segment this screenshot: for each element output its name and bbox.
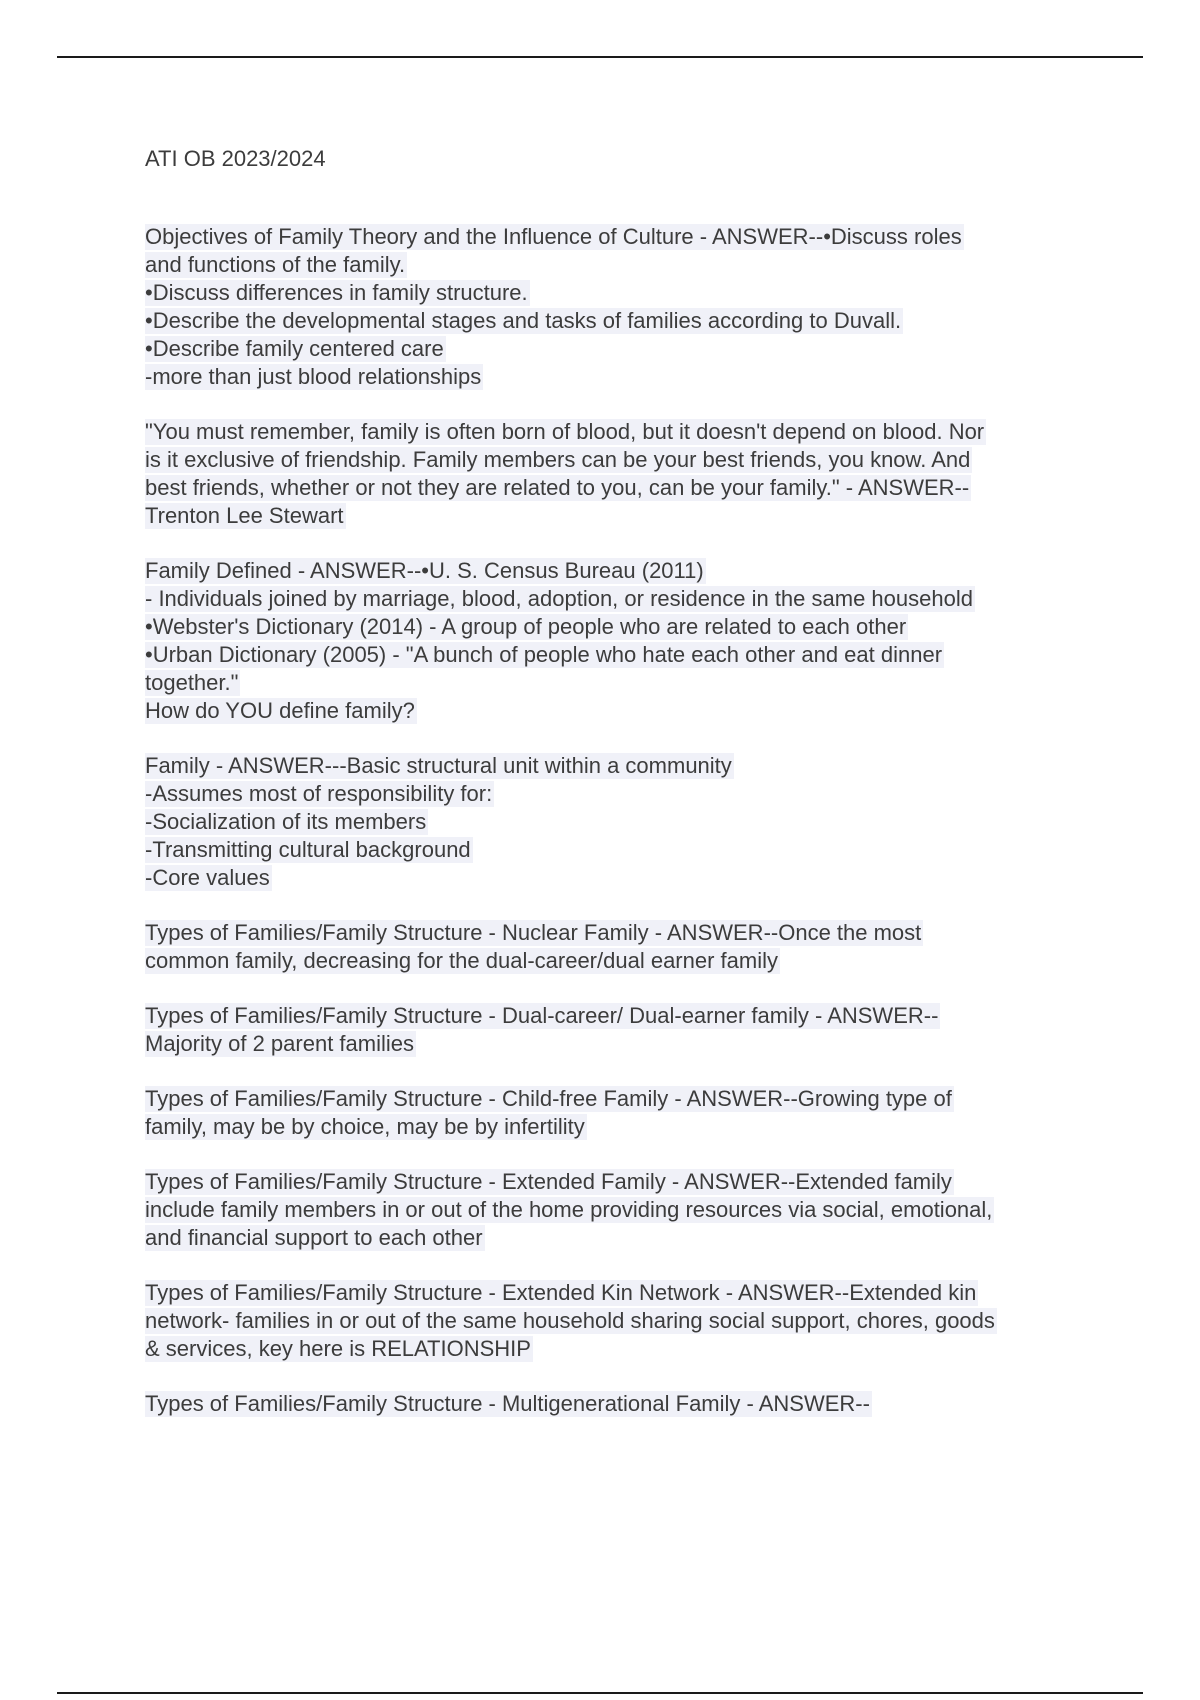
text-line [145, 947, 1085, 975]
qa-block [145, 223, 1085, 391]
line-text: Majority of 2 parent families [145, 1031, 414, 1056]
line-text: Family Defined - ANSWER--•U. S. Census Bureau (2011) [145, 558, 704, 583]
text-line [145, 1335, 1085, 1363]
header-rule [57, 56, 1143, 58]
line-text: •Describe the developmental stages and tasks of families according to Duvall. [145, 308, 902, 333]
text-line [145, 1390, 1085, 1418]
text-line [145, 1196, 1085, 1224]
line-text: Types of Families/Family Structure - Dual-career/ Dual-earner family - ANSWER-- [145, 1003, 939, 1028]
text-line [145, 418, 1085, 446]
text-line [145, 1279, 1085, 1307]
text-line [145, 1168, 1085, 1196]
qa-block [145, 919, 1085, 975]
line-text: Family - ANSWER---Basic structural unit within a community [145, 753, 732, 778]
qa-block [145, 1279, 1085, 1363]
text-line [145, 613, 1085, 641]
line-text: best friends, whether or not they are related to you, can be your family." - ANSWER-- [145, 475, 970, 500]
text-line [145, 752, 1085, 780]
text-line [145, 557, 1085, 585]
text-line [145, 279, 1085, 307]
line-text: Types of Families/Family Structure - Child-free Family - ANSWER--Growing type of [145, 1086, 952, 1111]
text-line [145, 919, 1085, 947]
line-text: Trenton Lee Stewart [145, 503, 344, 528]
line-text: -Transmitting cultural background [145, 837, 471, 862]
text-line [145, 1113, 1085, 1141]
qa-list [145, 223, 1085, 1418]
footer-rule [57, 1692, 1143, 1694]
line-text: How do YOU define family? [145, 698, 415, 723]
text-line [145, 223, 1085, 251]
text-line [145, 251, 1085, 279]
text-line [145, 363, 1085, 391]
text-line [145, 669, 1085, 697]
line-text: network- families in or out of the same household sharing social support, chores, goods [145, 1308, 995, 1333]
line-text: •Webster's Dictionary (2014) - A group of people who are related to each other [145, 614, 907, 639]
text-line [145, 780, 1085, 808]
text-line [145, 585, 1085, 613]
qa-block [145, 1168, 1085, 1252]
text-line [145, 307, 1085, 335]
line-text: Types of Families/Family Structure - Extended Kin Network - ANSWER--Extended kin [145, 1280, 977, 1305]
qa-block [145, 418, 1085, 530]
line-text: include family members in or out of the home providing resources via social, emotional, [145, 1197, 993, 1222]
line-text: -Core values [145, 865, 270, 890]
line-text: •Urban Dictionary (2005) - "A bunch of people who hate each other and eat dinner [145, 642, 943, 667]
line-text: and financial support to each other [145, 1225, 483, 1250]
text-line [145, 1224, 1085, 1252]
text-line [145, 697, 1085, 725]
text-line [145, 1085, 1085, 1113]
qa-block [145, 1085, 1085, 1141]
qa-block [145, 752, 1085, 892]
document-page [145, 145, 1085, 1445]
text-line [145, 1307, 1085, 1335]
text-line [145, 1002, 1085, 1030]
line-text: "You must remember, family is often born of blood, but it doesn't depend on blood. Nor [145, 419, 985, 444]
text-line [145, 836, 1085, 864]
text-line [145, 641, 1085, 669]
line-text: -more than just blood relationships [145, 364, 482, 389]
document-title: ATI OB 2023/2024 [145, 146, 326, 171]
text-line [145, 446, 1085, 474]
line-text: Types of Families/Family Structure - Nuclear Family - ANSWER--Once the most [145, 920, 922, 945]
line-text: family, may be by choice, may be by infertility [145, 1114, 585, 1139]
qa-block [145, 557, 1085, 725]
qa-block [145, 1390, 1085, 1418]
line-text: •Discuss differences in family structure. [145, 280, 528, 305]
line-text: Types of Families/Family Structure - Extended Family - ANSWER--Extended family [145, 1169, 952, 1194]
text-line [145, 502, 1085, 530]
line-text: •Describe family centered care [145, 336, 444, 361]
line-text: and functions of the family. [145, 252, 406, 277]
text-line [145, 474, 1085, 502]
line-text: -Socialization of its members [145, 809, 427, 834]
text-line [145, 808, 1085, 836]
line-text: -Assumes most of responsibility for: [145, 781, 493, 806]
line-text: common family, decreasing for the dual-career/dual earner family [145, 948, 778, 973]
text-line [145, 1030, 1085, 1058]
line-text: is it exclusive of friendship. Family members can be your best friends, you know. And [145, 447, 971, 472]
line-text: together." [145, 670, 239, 695]
line-text: & services, key here is RELATIONSHIP [145, 1336, 531, 1361]
line-text: Types of Families/Family Structure - Multigenerational Family - ANSWER-- [145, 1391, 870, 1416]
text-line [145, 335, 1085, 363]
qa-block [145, 1002, 1085, 1058]
text-line [145, 864, 1085, 892]
line-text: - Individuals joined by marriage, blood, adoption, or residence in the same household [145, 586, 973, 611]
line-text: Objectives of Family Theory and the Influence of Culture - ANSWER--•Discuss roles [145, 224, 962, 249]
